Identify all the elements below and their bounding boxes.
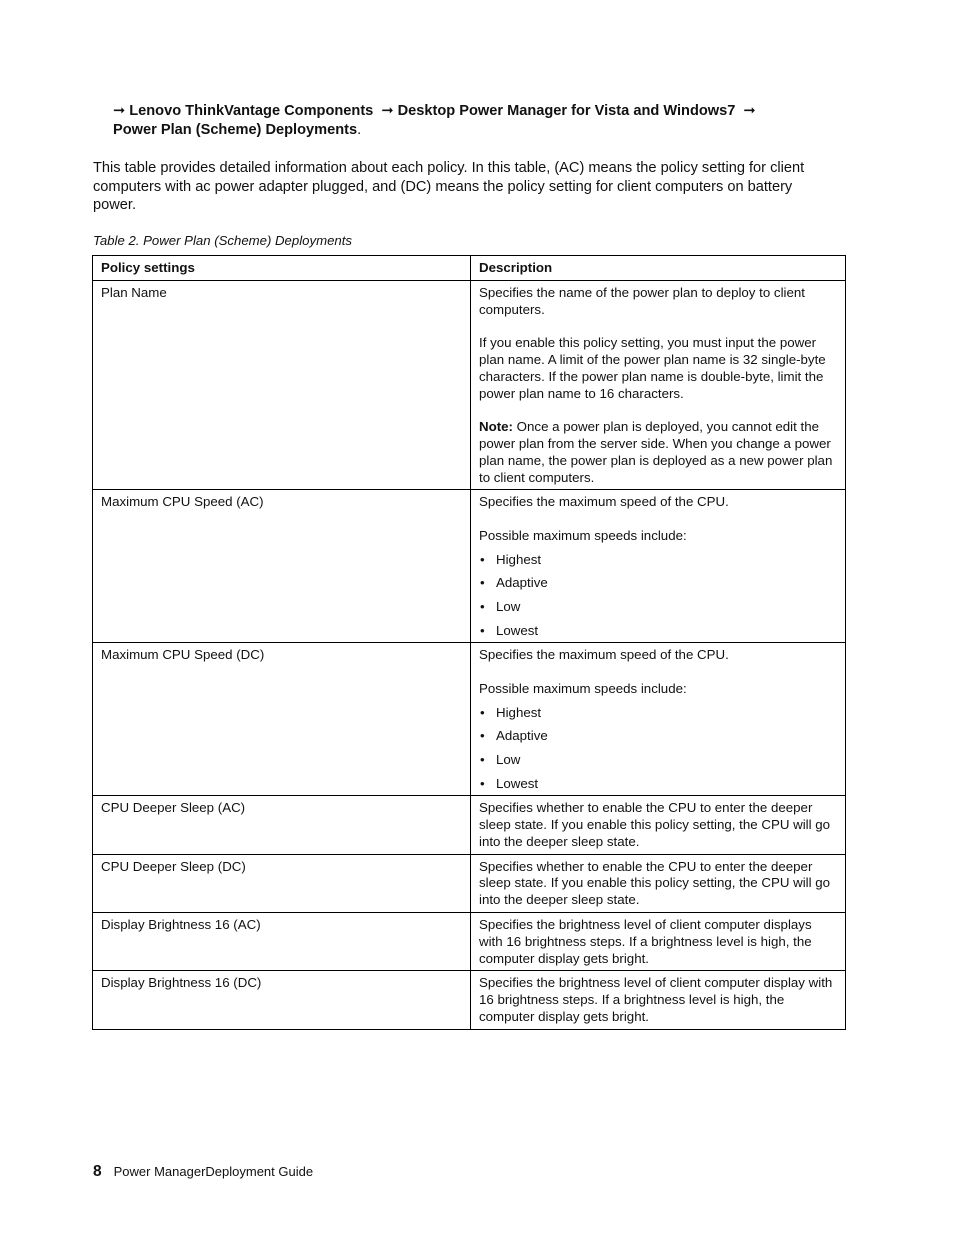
policy-setting-cell: Display Brightness 16 (AC) <box>93 913 471 971</box>
list-item: • Highest <box>479 552 837 569</box>
table-row <box>93 796 846 854</box>
arrow-right-icon: ➞ <box>113 103 126 119</box>
list-item: • Adaptive <box>479 728 837 745</box>
description-text: If you enable this policy setting, you must input the power plan name. A limit of the power plan name is 32 single-byte characters. If the power plan name is double-byte, limit the power plan name to 16 characters. <box>479 335 826 401</box>
description-text: Possible maximum speeds include: <box>479 680 687 696</box>
table-header-row <box>93 256 846 281</box>
arrow-right-icon: ➞ <box>743 103 756 119</box>
table-caption: Table 2. Power Plan (Scheme) Deployments <box>93 233 352 248</box>
description-text: Possible maximum speeds include: <box>479 527 687 543</box>
nav-path-item: Desktop Power Manager for Vista and Windows7 <box>397 103 736 119</box>
arrow-right-icon: ➞ <box>381 103 394 119</box>
note-paragraph <box>479 419 837 486</box>
intro-paragraph: This table provides detailed information about each policy. In this table, (AC) means the policy setting for client computers with ac power adapter plugged, and (DC) means the policy setting for client computers on battery power. <box>93 160 805 214</box>
bullet-list <box>479 705 837 793</box>
policy-setting-cell: CPU Deeper Sleep (AC) <box>93 796 471 854</box>
table-row <box>93 854 846 912</box>
table-row <box>93 643 846 796</box>
bullet-list <box>479 552 837 640</box>
page-footer <box>93 1163 313 1181</box>
header-policy-settings: Policy settings <box>93 256 471 281</box>
description-cell <box>471 643 846 796</box>
list-item: • Highest <box>479 705 837 722</box>
header-description: Description <box>471 256 846 281</box>
description-text: Specifies the maximum speed of the CPU. <box>479 647 729 663</box>
list-item: • Adaptive <box>479 575 837 592</box>
description-cell <box>471 913 846 971</box>
nav-path-item: Lenovo ThinkVantage Components <box>129 103 374 119</box>
description-cell <box>471 971 846 1029</box>
description-text: Specifies the brightness level of client computer display with 16 brightness steps. If a brightness level is high, the computer display gets bright. <box>479 975 833 1025</box>
description-text: Specifies whether to enable the CPU to enter the deeper sleep state. If you enable this policy setting, the CPU will go into the deeper sleep state. <box>479 858 831 908</box>
description-text: Specifies whether to enable the CPU to enter the deeper sleep state. If you enable this policy setting, the CPU will go into the deeper sleep state. <box>479 800 831 849</box>
policy-table <box>92 255 846 1030</box>
table-row <box>93 280 846 490</box>
table-row <box>93 971 846 1029</box>
policy-setting-cell: Display Brightness 16 (DC) <box>93 971 471 1029</box>
nav-path-item: Power Plan (Scheme) Deployments <box>113 122 358 138</box>
page-number: 8 <box>93 1163 102 1180</box>
description-text: Specifies the brightness level of client computer displays with 16 brightness steps. If a brightness level is high, the computer display gets bright. <box>479 917 812 966</box>
document-title: Power ManagerDeployment Guide <box>113 1164 314 1179</box>
list-item: • Low <box>479 599 837 616</box>
description-text: Specifies the maximum speed of the CPU. <box>479 494 729 510</box>
policy-setting-cell: CPU Deeper Sleep (DC) <box>93 854 471 912</box>
list-item: • Lowest <box>479 776 837 793</box>
description-cell <box>471 796 846 854</box>
list-item: • Low <box>479 752 837 769</box>
description-cell <box>471 490 846 643</box>
policy-setting-cell: Plan Name <box>93 280 471 490</box>
policy-setting-cell: Maximum CPU Speed (DC) <box>93 643 471 796</box>
navigation-path <box>113 102 823 140</box>
description-cell <box>471 280 846 490</box>
note-label: Note: <box>479 419 513 435</box>
note-text: Once a power plan is deployed, you cannot edit the power plan from the server side. When you change a power plan name, the power plan is deployed as a new power plan to client computers. <box>479 419 833 485</box>
policy-setting-cell: Maximum CPU Speed (AC) <box>93 490 471 643</box>
description-text: Specifies the name of the power plan to deploy to client computers. <box>479 284 805 317</box>
table-row <box>93 490 846 643</box>
list-item: • Lowest <box>479 623 837 640</box>
table-row <box>93 913 846 971</box>
description-cell <box>471 854 846 912</box>
nav-path-period: . <box>357 122 362 138</box>
